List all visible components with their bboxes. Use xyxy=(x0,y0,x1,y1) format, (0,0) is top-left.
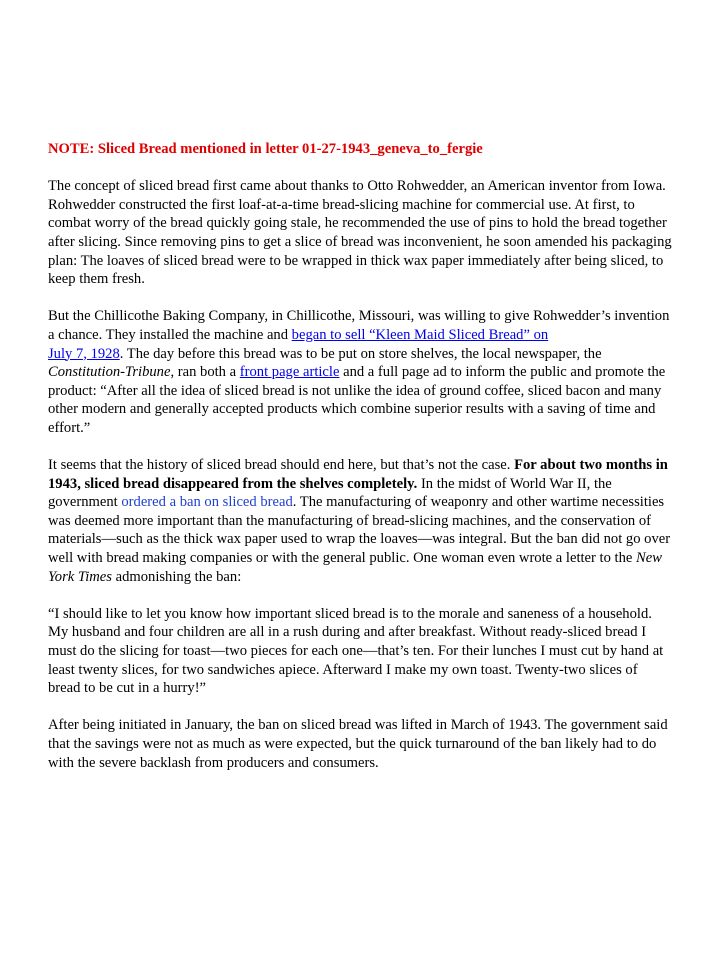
ban-link[interactable]: ordered a ban on sliced bread xyxy=(121,494,293,511)
text-span: , ran both a xyxy=(170,364,240,381)
document-page xyxy=(48,140,672,791)
newspaper-name: New York Times xyxy=(48,550,662,585)
paragraph-ban-lifted: After being initiated in January, the ban on sliced bread was lifted in March of 1943. The government said that the savings were not as much as were expected, but the quick turnaround of the ban likely had to do with the severe backlash from producers and consumers. xyxy=(48,717,668,771)
bold-statement: For about two months in 1943, sliced bread disappeared from the shelves completely. xyxy=(48,457,668,492)
text-span: In the midst of World War II, the government xyxy=(48,475,612,511)
front-page-article-link[interactable]: front page article xyxy=(239,364,340,381)
paragraph-letter-quote: “I should like to let you know how important sliced bread is to the morale and saneness of a household. My husband and four children are all in a rush during and after breakfast. Without ready-sliced bread I must do the slicing for toast—two pieces for each one—that’s ten. For their lunches I must cut by hand at least twenty slices, for two sandwiches apiece. Afterward I make my own toast. Twenty-two slices of bread to be cut in a hurry!” xyxy=(48,605,664,697)
paragraph-ban xyxy=(48,456,672,586)
paragraph-chillicothe xyxy=(48,307,672,437)
text-span: admonishing the ban: xyxy=(111,568,242,585)
text-span: and a full page ad to inform the public and promote the product: “After all the idea of sliced bread is not unlike the idea of ground coffee, sliced bacon and many other modern and generally accepted products which combine superior results with a saving of time and effort.” xyxy=(48,364,666,436)
text-span: . The day before this bread was to be put on store shelves, the local newspaper, the xyxy=(119,345,602,362)
link-text[interactable]: July 7, 1928 xyxy=(48,345,120,362)
text-span: . The manufacturing of weaponry and other wartime necessities was deemed more important than the manufacturing of bread-slicing machines, and the conservation of materials—such as the thick wax paper used to wrap the loaves—was integral. But the ban did not go over well with bread making companies or with the general public. One woman even wrote a letter to the xyxy=(48,494,671,567)
note-heading: NOTE: Sliced Bread mentioned in letter 01-27-1943_geneva_to_fergie xyxy=(48,141,483,157)
text-span: It seems that the history of sliced bread should end here, but that’s not the case. xyxy=(48,457,515,474)
text-span: But the Chillicothe Baking Company, in Chillicothe, Missouri, was willing to give Rohwedder’s invention a chance. They installed the machine and xyxy=(48,308,670,343)
paragraph-origin: The concept of sliced bread first came about thanks to Otto Rohwedder, an American inventor from Iowa. Rohwedder constructed the first loaf-at-a-time bread-slicing machine for commercial use. At first, to combat worry of the bread quickly going stale, he recommended the use of pins to hold the bread together after slicing. Since removing pins to get a slice of bread was inconvenient, he soon amended his packaging plan: The loaves of sliced bread were to be wrapped in thick wax paper immediately after being sliced, to keep them fresh. xyxy=(48,178,672,288)
link-text[interactable]: began to sell “Kleen Maid Sliced Bread” on xyxy=(291,326,549,343)
newspaper-name: Constitution-Tribune xyxy=(48,364,171,381)
